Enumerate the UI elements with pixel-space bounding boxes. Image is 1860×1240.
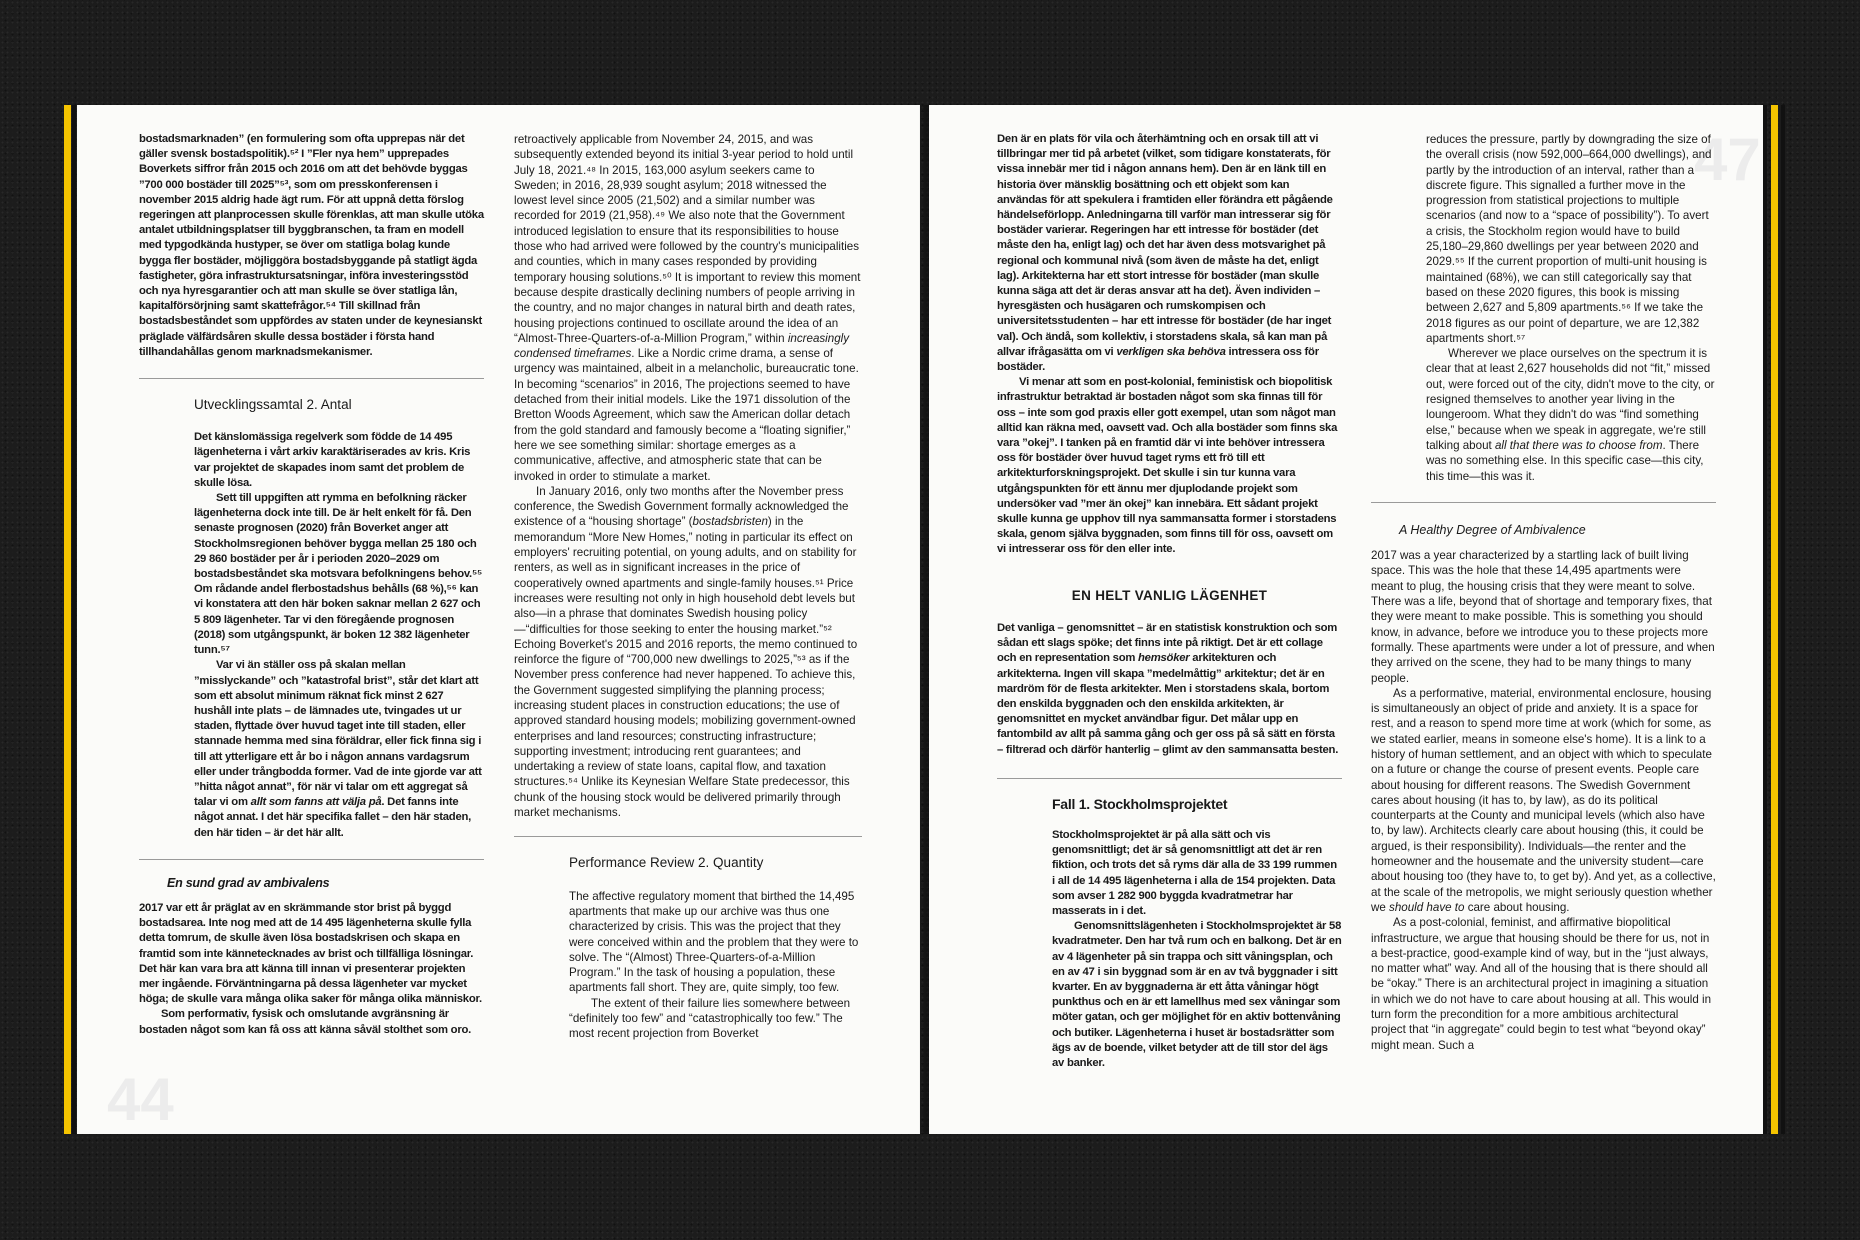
section-heading: En sund grad av ambivalens — [167, 875, 330, 890]
paragraph: Var vi än ställer oss på skalan mellan ”misslyckande” och ”katastrofal brist”, står det klart att som ett absolut minimum räknat fick minst 2 627 hushåll inte plats – de lämnades ute, tvingades ut ur staden, flyttade över huvud taget inte till staden, eller stannade hemma med sina föräldrar, eller fick finna sig i till att ytterligare ett år bo i någon annans vardagsrum eller under trångbodda former. Vad de inte gjorde var att ”hitta något annat”, för när vi talar om ett aggregat så talar vi om allt som fanns att välja på. Det fanns inte något annat. I det här specifika fallet – den här staden, den här tiden – är det här allt. — [194, 659, 482, 839]
text-box-performance-review — [514, 855, 862, 1041]
paragraph: The extent of their failure lies somewhere between “definitely too few” and “catastrophically too few.” The most recent projection from Boverket — [569, 996, 851, 1041]
divider — [139, 378, 484, 379]
paragraph: Vi menar att som en post-kolonial, feministisk och biopolitisk infrastruktur betraktad är bostaden något som ska finnas till för oss – inte som god praxis eller gott exempel, utan som något man alltid kan räkna med, oavsett vad. Och alla bostäder som finns ska vara ”okej”. I tanken på en framtid där vi inte behöver intressera oss för bostäder över huvud taget ryms ett frö till ett arkitekturforskningsprojekt. Det skulle i sin tur kunna vara utgångspunkten för ett ännu mer djuplodande projekt som undersöker vad ”mer än okej” kan innebära. Ett sådant projekt skulle kunna ge upphov till nya sammansatta former i storstadens skala, genom själva byggnaden, som finns till för oss, oavsett om vi intresserar oss för den eller inte. — [997, 376, 1338, 556]
paragraph: As a performative, material, environmental enclosure, housing is simultaneously an object of pride and anxiety. It is a space for rest, and a reason to spend more time at work (which for some, as we stated earlier, means in someone else's home). It is a link to a history of human settlement, and an object with which to speculate on a future or change the course of present events. People care about housing for different reasons. The Swedish Government cares about housing (it has to, by law), as do its political counterparts at the County and municipal levels (which also have to, by law). Architects clearly care about housing (this, it could be argued, is their responsibility). Individuals—the renter and the homeowner and the housemate and the university student—care about housing too (they have to, to get by). And yet, as a collective, at the scale of the metropolis, we might seriously question whether we should have to care about housing. — [1371, 686, 1716, 914]
divider — [514, 836, 862, 837]
left-column-english — [514, 132, 862, 1042]
text-box-utvecklingssamtal — [139, 397, 484, 841]
right-black-edge-2 — [1781, 105, 1785, 1134]
left-black-edge — [72, 105, 76, 1134]
divider — [139, 859, 484, 860]
left-yellow-edge — [64, 105, 71, 1134]
paragraph: Sett till uppgiften att rymma en befolkning räcker lägenheterna dock inte till. De är helt enkelt för få. Den senaste prognosen (2020) från Boverket anger att Stockholmsregionen behöver bygga mellan 25 180 och 29 860 bostäder per år i perioden 2020–2029 om bostadsbeståndet ska motsvara befolkningens behov.⁵⁵ Om rådande andel flerbostadshus behålls (68 %),⁵⁶ kan vi konstatera att den här boken saknar mellan 2 627 och 5 809 lägenheter. Tar vi den föregående prognosen (2018) som utgångspunkt, är boken 12 382 lägenheter tunn.⁵⁷ — [194, 492, 483, 657]
paragraph: Det känslomässiga regelverk som födde de 14 495 lägenheterna i vårt arkiv karaktäriserades av kris. Kris var projektet de skapades inom samt det problem de skulle lösa. — [194, 431, 471, 489]
text-box-stockholmsprojektet — [997, 797, 1342, 1071]
box-heading: Performance Review 2. Quantity — [569, 855, 764, 871]
paragraph: Den är en plats för vila och återhämtning och en orsak till att vi tillbringar mer tid på arbetet (vilket, som tidigare konstaterats, för vissa innebär mer tid i någon annans hem). Den är en länk till en historia över mänsklig bosättning och ett objekt som kan användas för att spekulera i framtiden eller förändra ett pågående händelseförlopp. Anledningarna till varför man intresserar sig för bostäder varierar. Regeringen har ett intresse för bostäder (det måste den ha, enligt lag) och det har även dess motsvarighet på regional och kommunal nivå (som även de måste ha det, enligt lag). Arkitekterna har ett stort intresse för bostäder (man skulle kunna säga att det är deras ansvar att ha det). Även individen – hyresgästen och husägaren och rumskompisen och universitetsstudenten – har ett intresse för bostäder (de har inget val). Och ändå, som kollektiv, i storstadens skala, så kan man på allvar ifrågasätta om vi verkligen ska behöva intressera oss för bostäder. — [997, 133, 1333, 374]
paragraph: Wherever we place ourselves on the spectrum it is clear that at least 2,627 households did not “fit,” missed out, were forced out of the city, didn't move to the city, or resigned themselves to another year living in the loungeroom. What they didn't do was “find something else,” because when we speak in aggregate, we're still talking about all that there was to choose from. There was no something else. In this specific case—this city, this time—this was it. — [1426, 347, 1715, 483]
paragraph: bostadsmarknaden” (en formulering som ofta upprepas när det gäller svensk bostadspolitik).⁵² I ”Fler nya hem” upprepades Boverkets siffror från 2015 och 2016 om att det behövde byggas ”700 000 bostäder till 2025”⁵³, som om presskonferensen i november 2015 aldrig hade ägt rum. För att uppnå detta förslog regeringen att planprocessen skulle förenklas, att man skulle utöka antalet utbildningsplatser till byggbranschen, ta fram en modell med typgodkända hustyper, se över om statliga bolag kunde bygga fler bostäder, möjliggöra bostadsbyggande på statligt ägda fastigheter, göra infrastruktursatsningar, införa investeringsstöd och nya hyresgarantier och att man skulle se över statliga lån, kapitalförsörjning samt skattefrågor.⁵⁴ Till skillnad från bostadsbeståndet som uppfördes av staten under de keynesianskt präglade välfärdsåren skulle dessa bostäder i första hand tillhandahållas genom marknadsmekanismer. — [139, 133, 484, 358]
right-column-swedish — [997, 132, 1342, 1071]
paragraph: 2017 was a year characterized by a startling lack of built living space. This was the hole that these 14,495 apartments were meant to plug, the housing crisis that they were meant to solve. There was a life, beyond that of shortage and temporary fixes, that they were meant to make possible. This is something you should know, in advance, before we introduce you to these projects more formally. These apartments were under a lot of pressure, and when they arrived on the scene, they had to be many things to many people. — [1371, 549, 1715, 685]
section-heading: EN HELT VANLIG LÄGENHET — [1071, 587, 1268, 603]
section-heading: A Healthy Degree of Ambivalence — [1399, 522, 1586, 537]
right-page — [929, 105, 1763, 1134]
paragraph: Som performativ, fysisk och omslutande avgränsning är bostaden något som kan få oss att känna såväl stolthet som oro. — [139, 1008, 472, 1036]
divider — [997, 778, 1342, 779]
paragraph: The affective regulatory moment that birthed the 14,495 apartments that make up our archive was thus one characterized by crisis. This was the project that they were conceived within and the problem that they were to solve. The “(Almost) Three-Quarters-of-a-Million Program.” In the task of housing a population, these apartments fall short. They are, quite simply, too few. — [569, 889, 859, 995]
text-box-continued — [1371, 132, 1716, 484]
right-black-edge-1 — [1763, 105, 1767, 1134]
paragraph: In January 2016, only two months after the November press conference, the Swedish Government formally acknowledged the existence of a “housing shortage” (bostadsbristen) in the memorandum “More New Homes,” noting in particular its effect on employers' recruiting potential, on young adults, and on stability for renters, as well as in significant increases in the price of cooperatively owned apartments and single-family houses.⁵¹ Price increases were resulting not only in high household debt levels but also—in a phrase that dominates Swedish housing policy—“difficulties for those seeking to enter the housing market.”⁵² Echoing Boverket's 2015 and 2016 reports, the memo continued to reinforce the figure of “700,000 new dwellings to 2025,”⁵³ as if the November press conference had never happened. To achieve this, the Government suggested simplifying the planning process; increasing student places in construction educations; the use of approved standard housing models; mobilizing government-owned enterprises and land resources; constructing infrastructure; supporting investment; introducing rent guarantees; and undertaking a review of state loans, capital flow, and taxation structures.⁵⁴ Unlike its Keynesian Welfare State predecessor, this chunk of the housing stock would be delivered primarily through market mechanisms. — [514, 484, 858, 820]
left-page — [77, 105, 920, 1134]
paragraph: Stockholmsprojektet är på alla sätt och vis genomsnittligt; det är så genomsnittligt att det är ren fiktion, och trots det så ryms där alla de 33 199 rummen i all de 14 495 lägenheterna i alla de 154 projekten. Data som avser 1 282 900 byggda kvadratmetrar har masserats in i det. — [1052, 828, 1337, 917]
left-column-swedish — [139, 132, 484, 1038]
right-page-number: 47 — [1694, 126, 1761, 193]
divider — [1371, 502, 1716, 503]
box-heading: Fall 1. Stockholmsprojektet — [1052, 795, 1228, 812]
right-yellow-edge — [1771, 105, 1778, 1134]
left-page-number: 44 — [107, 1066, 174, 1133]
paragraph: reduces the pressure, partly by downgrading the size of the overall crisis (now 592,000–664,000 dwellings), and partly by the introduction of an interval, rather than a discrete figure. This signalled a further move in the progression from statistical projections to multiple scenarios (and now to a “space of possibility”). To avert a crisis, the Stockholm region would have to build 25,180–29,860 dwellings per year between 2020 and 2029.⁵⁵ If the current proportion of multi-unit housing is maintained (68%), we can still categorically say that based on these 2020 figures, this book is missing between 2,627 and 5,809 apartments.⁵⁶ If we take the 2018 figures as our point of departure, we are 12,382 apartments short.⁵⁷ — [1426, 133, 1712, 345]
paragraph: Det vanliga – genomsnittet – är en statistisk konstruktion och som sådan ett slags spöke; det finns inte på riktigt. Det är ett collage och en representation som hemsöker arkitekturen och arkitekterna. Ingen vill skapa ”medelmåttig” arkitektur; det är en mardröm för de flesta arkitekter. Men i storstadens skala, bortom den enskilda byggnaden och den enskilda arkitekten, är genomsnittet en mycket användbar figur. Det målar upp en fantombild av allt på samma gång och ger oss på så sätt en första – filtrerad och därför hanterlig – glimt av den sammansatta besten. — [997, 621, 1339, 756]
right-column-english — [1371, 132, 1716, 1053]
paragraph: 2017 var ett år präglat av en skrämmande stor brist på byggd bostadsarea. Inte nog med att de 14 495 lägenheterna skulle fylla detta tomrum, de skulle även lösa bostadskrisen och skapa en framtid som inte kännetecknades av brist och tillfälliga lösningar. Det här kan vara bra att känna till innan vi presenterar projekten mer ingående. Förväntningarna på dessa lägenheter var mycket höga; de skulle vara många olika saker för många olika människor. — [139, 901, 482, 1006]
paragraph: Genomsnittslägenheten i Stockholmsprojektet är 58 kvadratmeter. Den har två rum och en balkong. Det är en av 4 lägenheter på sin trappa och sitt våningsplan, och en av 47 i sin byggnad som är en av två byggnader i sitt kvarter. En av byggnaderna är ett åtta våningar högt punkthus och en är ett lamellhus med sex våningar som möter gatan, och ger möjlighet för en aktiv bottenvåning och butiker. Lägenheterna i huset är bostadsrätter som ägs av de boende, vilket betyder att de till stor del ägs av banker. — [1052, 920, 1342, 1069]
paragraph: retroactively applicable from November 24, 2015, and was subsequently extended beyond its initial 3-year period to hold until July 18, 2021.⁴⁸ In 2015, 163,000 asylum seekers came to Sweden; in 2016, 28,939 sought asylum; 2018 witnessed the lowest level since 2005 (21,502) and a similar number was recorded for 2019 (21,958).⁴⁹ We also note that the Government introduced legislation to ensure that its responsibilities to house those who had arrived were followed by the country's municipalities and counties, which in many cases responded by providing temporary housing solutions.⁵⁰ It is important to review this moment because despite drastically declining numbers of people arriving in the country, and no major changes in natural birth and death rates, housing projections continued to oscillate around the idea of an “Almost-Three-Quarters-of-a-Million Program,” within increasingly condensed timeframes. Like a Nordic crime drama, a sense of urgency was maintained, albeit in a melancholic, bureaucratic tone. In becoming “scenarios” in 2016, The projections seemed to have detached from their initial models. Like the 1971 dissolution of the Bretton Woods Agreement, which saw the American dollar detach from the gold standard and famously become a “floating signifier,” here we see something similar: shortage emerges as a communicative, affective, and atmospheric state that can be invoked in order to stimulate a market. — [514, 133, 861, 483]
paragraph: As a post-colonial, feminist, and affirmative biopolitical infrastructure, we argue that housing should be there for us, not in a best-practice, good-example kind of way, but in the “just always, no matter what” way. And all of the housing that is there should all be “okay.” There is an architectural project in imagining a situation in which we do not have to care about housing at all. This would in turn form the precondition for a more ambitious architectural project that “in aggregate” could begin to test what “beyond okay” might mean. Such a — [1371, 916, 1712, 1052]
box-heading: Utvecklingssamtal 2. Antal — [194, 397, 352, 413]
